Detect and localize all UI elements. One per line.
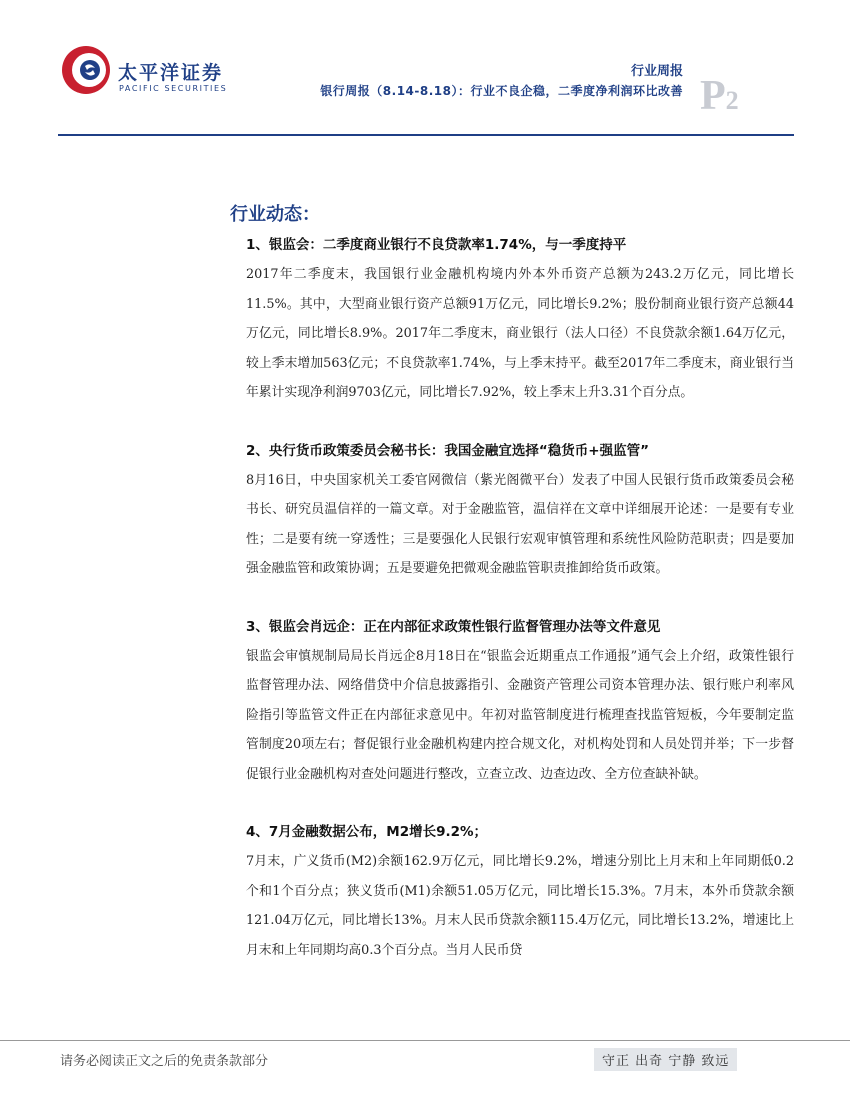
footer-disclaimer: 请务必阅读正文之后的免责条款部分 [60,1054,269,1069]
news-item [246,438,794,584]
section-heading: 行业动态： [230,204,320,225]
footer-motto: 守正 出奇 宁静 致远 [594,1048,737,1071]
news-body: 2017年二季度末，我国银行业金融机构境内外本外币资产总额为243.2万亿元，同比增长11.5%。其中，大型商业银行资产总额91万亿元，同比增长9.2%；股份制商业银行资产总额44万亿元，同比增长8.9%。2017年二季度末，商业银行（法人口径）不良贷款余额1.64万亿元，较上季末增加563亿元；不良贷款率1.74%，与上季末持平。截至2017年二季度末，商业银行当年累计实现净利润9703亿元，同比增长7.92%，较上季末上升3.31个百分点。 [246,267,794,400]
brand-name-cn: 太平洋证券 [118,62,224,84]
header-divider [58,134,794,136]
news-title: 1、银监会：二季度商业银行不良贷款率1.74%，与一季度持平 [246,237,627,253]
page-number: 2 [725,86,739,115]
page-header [0,0,850,140]
news-item [246,232,794,408]
news-title: 3、银监会肖远企：正在内部征求政策性银行监督管理办法等文件意见 [246,618,661,635]
news-item [246,614,794,790]
news-body: 8月16日，中央国家机关工委官网微信（紫光阁微平台）发表了中国人民银行货币政策委员会秘书长、研究员温信祥的一篇文章。对于金融监管，温信祥在文章中详细展开论述：一是要有专业性；二是要有统一穿透性；三是要强化人民银行宏观审慎管理和系统性风险防范职责；四是要加强金融监管和政策协调；五是要避免把微观金融监管职责推卸给货币政策。 [246,472,794,576]
pacific-securities-logo-icon [60,44,112,96]
report-title: 银行周报（8.14-8.18）：行业不良企稳，二季度净利润环比改善 [320,84,683,98]
page-number-badge [700,72,739,120]
report-category: 行业周报 [630,64,683,79]
footer-divider [0,1040,850,1041]
news-title: 2、央行货币政策委员会秘书长：我国金融宜选择“稳货币+强监管” [246,442,649,459]
news-body: 银监会审慎规制局局长肖远企8月18日在“银监会近期重点工作通报”通气会上介绍，政策性银行监督管理办法、网络借贷中介信息披露指引、金融资产管理公司资本管理办法、银行账户利率风险指引等监管文件正在内部征求意见中。年初对监管制度进行梳理查找监管短板，今年要制定监管制度20项左右；督促银行业金融机构建内控合规文化，对机构处罚和人员处罚并举；下一步督促银行业金融机构对查处问题进行整改，立查立改、边查边改、全方位查缺补缺。 [246,648,794,782]
news-title: 4、7月金融数据公布，M2增长9.2%； [246,824,488,840]
news-body: 7月末，广义货币(M2)余额162.9万亿元，同比增长9.2%，增速分别比上月末和上年同期低0.2个和1个百分点；狭义货币(M1)余额51.05万亿元，同比增长15.3%。7月末，本外币贷款余额121.04万亿元，同比增长13%。月末人民币贷款余额115.4万亿元，同比增长13.2%，增速比上月末和上年同期均高0.3个百分点。当月人民币贷 [246,854,794,958]
news-item [246,819,794,965]
news-list [246,232,794,995]
page-letter: P [700,73,726,119]
brand-name-en: PACIFIC SECURITIES [119,84,228,93]
